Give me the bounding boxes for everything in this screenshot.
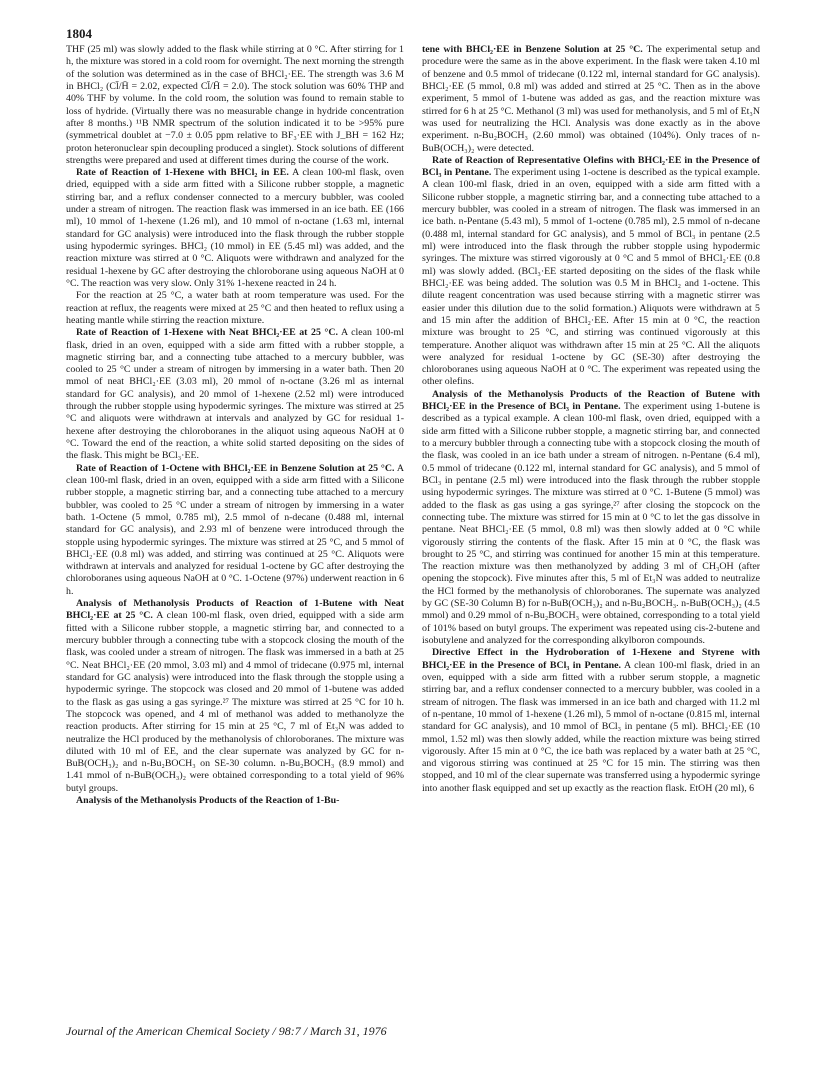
paragraph-text: The experimental setup and procedure were the same as in the above experiment. In the flask were taken 4.10 ml of benzene and 0.5 mmol of tridecane (0.122 ml, internal standard for GC analysis). BHCl₂·EE (5 mmol, 0.8 ml) was added and stirred at 25 °C. Then as in the above experiment, 5 mmol of 1-butene was added as gas, and the reaction mixture was stirred for 6 h at 25 °C. Methanol (3 ml) was used for methanolysis, and 5 ml of Et₃N was used for neutralizing the HCl. Analysis was done exactly as in the above experiment. n-Bu₂BOCH₃ (2.60 mmol) was obtained (104%). Only traces of n-BuB(OCH₃)₂ were detected. xyxy=(422,44,760,154)
paragraph xyxy=(422,155,760,389)
article-body xyxy=(66,44,760,1004)
paragraph-text: The experiment using 1-octene is described as the typical example. A clean 100-ml flask, dried in an oven, equipped with a side arm fitted with a Silicone rubber stopple, a magnetic stirring bar, and a connecting tube attached to a mercury bubbler, was cooled in a stream of nitrogen. The flask was immersed in an ice bath. n-Pentane (5.43 ml), 5 mmol of 1-octene (0.785 ml), 2.5 mmol of n-decane (0.488 ml, internal standard for GC analysis), and 5 mmol of BCl₃ in pentane (2.5 ml) were introduced into the flask through the rubber stopple using hypodermic syringes. The mixture was stirred vigorously at 0 °C and 5 mmol of BHCl₂·EE (0.8 ml) was slowly added. (BCl₃·EE started depositing on the sides of the flask while BHCl₂·EE was being added. The solution was 0.5 M in BHCl₂ and 1-octene. This dilute reagent concentration was used because stirring with a magnetic stirrer was easier under this dilution due to the solid formation.) Aliquots were withdrawn at 5 and 15 min after the addition of BHCl₂·EE. After 15 min at 0 °C, the reaction mixture was brought to 25 °C, and stirring was continued vigorously at this temperature. Another aliquot was withdrawn after 15 min at 25 °C. All the aliquots were analyzed for residual 1-octene by GC (SE-30) after destroying the chloroboranes using aqueous NaOH at 0 °C. The experiment was repeated using the other olefins. xyxy=(422,167,760,388)
paragraph-text: The experiment using 1-butene is described as a typical example. A clean 100-ml flask, oven dried, equipped with a side arm fitted with a Silicone rubber stopple, a magnetic stirring bar, and connected to a mercury bubbler through a connecting tube with a stopcock closing the mouth of the flask, was cooled in an ice bath under a stream of nitrogen. n-Pentane (6.4 ml), 0.5 mmol of tridecane (0.122 ml, internal standard for GC analysis), and 5 mmol of BCl₃ in pentane (2.5 ml) were introduced into the flask through the rubber stopple using hypodermic syringes. The mixture was stirred at 0 °C. 1-Butene (5 mmol) was added to the flask as gas using a gas syringe,²⁷ after closing the stopcock on the connecting tube. The mixture was stirred for 15 min at 0 °C to let the gas dissolve in pentane. Neat BHCl₂·EE (5 mmol, 0.8 ml) was then slowly added at 0 °C while vigorously stirring the contents of the flask. After 15 min at 0 °C, the flask was brought to 25 °C, and stirring was continued for another 15 min at this temperature. The reaction mixture was then methanolyzed by adding 3 ml of CH₃OH (after opening the stopcock). Five minutes after this, 5 ml of Et₃N was added to neutralize the HCl formed by the methanolysis of chloroboranes. The supernate was analyzed by GC (SE-30 Column B) for n-BuB(OCH₃)₂ and n-Bu₂BOCH₃. n-BuB(OCH₃)₂ (4.5 mmol) and 0.29 mmol of n-Bu₂BOCH₃ were obtained, corresponding to a total yield of 101% based on butyl groups. The experiment was repeated using cis-2-butene and isobutylene and analyzed for the corresponding alkylboron compounds. xyxy=(422,401,760,646)
paragraph-heading: Analysis of the Methanolysis Products of the Reaction of 1-Bu- xyxy=(76,795,340,807)
paragraph xyxy=(66,795,404,807)
paragraph-heading: Rate of Reaction of 1-Hexene with Neat BHCl₂·EE at 25 °C. xyxy=(76,327,338,339)
page-number: 1804 xyxy=(66,26,92,41)
paragraph xyxy=(66,167,404,290)
paragraph xyxy=(66,463,404,598)
paragraph-heading: Rate of Reaction of 1-Octene with BHCl₂·EE in Benzene Solution at 25 °C. xyxy=(76,462,395,474)
left-column xyxy=(66,44,404,1004)
paragraph xyxy=(66,290,404,327)
paragraph-text: A clean 100-ml flask, dried in an oven, equipped with a side arm fitted with a rubber stopple, a magnetic stirring bar, and a connecting tube attached to a mercury bubbler, was cooled to 25 °C under a stream of nitrogen by immersing in a water bath. Then 20 mmol of neat BHCl₂·EE (3.03 ml), 20 mmol of n-octane (3.26 ml as internal standard for GC analysis), and 20 mmol of 1-hexene (2.52 ml) were introduced through the rubber stopple using hypodermic syringes. The mixture was stirred at 25 °C and aliquots were withdrawn at intervals and analyzed by GC for residual 1-hexene after destroying the chloroboranes in the aliquot using aqueous NaOH at 0 °C. Toward the end of the reaction, a white solid started depositing on the sides of the flask. This might be BCl₃·EE. xyxy=(66,327,404,462)
paragraph xyxy=(422,647,760,795)
paragraph-text: THF (25 ml) was slowly added to the flask while stirring at 0 °C. After stirring for 1 h, the mixture was stored in a cold room for overnight. The next morning the strength of the solution was determined as in the case of BHCl₂·EE. The strength was 3.6 M in BHCl₂ (Cl̄/H̄ = 2.02, expected Cl̄/H̄ = 2.0). The stock solution was 60% THP and 40% THF by volume. In the cold room, the solution was found to remain stable to loss of hydride. (Virtually there was no measurable change in hydride concentration after 8 months.) ¹¹B NMR spectrum of the solution indicated it to be >95% pure (symmetrical doublet at −7.0 ± 0.05 ppm relative to BF₃·EE with J_BH = 162 Hz; proton heteronuclear spin decoupling produced a singlet). Stock solutions of different strengths were prepared and used at different times during the course of the work. xyxy=(66,44,404,166)
paragraph-heading: Analysis of Methanolysis Products of Reaction of 1-Butene with Neat BHCl₂·EE at 25 °C. xyxy=(66,598,404,622)
paragraph-text: A clean 100-ml flask, oven dried, equipped with a side arm fitted with a Silicone rubber stopple, a magnetic stirring bar, and connected to a mercury bubbler through a connecting tube with a stopcock closing the mouth of the flask, was cooled under a stream of nitrogen. The flask was immersed in a bath at 25 °C. Neat BHCl₂·EE (20 mmol, 3.03 ml) and 4 mmol of tridecane (0.975 ml, internal standard for GC analysis) were introduced into the flask through the stopple using a hypodermic syringe. The stopcock was closed and 20 mmol of 1-butene was added to the flask as gas using a gas syringe.²⁷ The mixture was stirred at 25 °C for 10 h. The stopcock was opened, and 4 ml of methanol was added to methanolyze the reaction products. After stirring for 15 min at 25 °C, 7 ml of Et₃N was added to neutralize the HCl produced by the methanolysis of chloroboranes. The mixture was diluted with 10 ml of EE, and the clear supernate was analyzed by GC for n-BuB(OCH₃)₂ and n-Bu₂BOCH₃ on SE-30 column. n-Bu₂BOCH₃ (8.9 mmol) and 1.41 mmol of n-BuB(OCH₃)₂ were obtained corresponding to a total yield of 96% butyl groups. xyxy=(66,610,404,794)
paragraph-heading: Rate of Reaction of 1-Hexene with BHCl₂ in EE. xyxy=(76,167,289,179)
paragraph-text: A clean 100-ml flask, dried in an oven, equipped with a side arm fitted with a Silicone rubber stopple, a magnetic stirring bar, and a connecting tube attached to a mercury bubbler, was cooled to 25 °C under a stream of nitrogen by immersing in a water bath. 1-Octene (5 mmol, 0.785 ml), 2.5 mmol of n-decane (0.488 ml, internal standard for GC analysis), and 2.93 ml of benzene were introduced through the stopple using hypodermic syringes. The mixture was stirred at 25 °C, and 5 mmol of BHCl₂·EE (0.8 ml) was added, and stirring was continued at 25 °C. Aliquots were withdrawn at intervals and analyzed for residual 1-octene by GC after destroying the chloroboranes using aqueous NaOH at 0 °C. 1-Octene (97%) underwent reaction in 6 h. xyxy=(66,462,404,597)
paragraph-heading: tene with BHCl₂·EE in Benzene Solution at 25 °C. xyxy=(422,44,643,55)
journal-footer: Journal of the American Chemical Society / 98:7 / March 31, 1976 xyxy=(66,1024,387,1038)
paragraph-text: A clean 100-ml flask, oven dried, equipped with a side arm fitted with a Silicone rubber stopple, a magnetic stirring bar, and a reflux condenser connected to a mercury bubbler, was cooled under a stream of nitrogen. The reaction flask was immersed in an ice bath. EE (166 ml), 10 mmol of 1-hexene (1.26 ml), and 10 mmol of n-octane (1.63 ml, internal standard for GC analysis) were introduced into the flask through the rubber stopple using hypodermic syringes. BHCl₂ (10 mmol) in EE (5.45 ml) was added, and the reaction mixture was stirred at 0 °C. Aliquots were withdrawn and analyzed for the residual 1-hexene by GC after destroying the chloroborane using aqueous NaOH at 0 °C. The reaction was very slow. Only 31% 1-hexene reacted in 24 h. xyxy=(66,167,404,289)
paragraph xyxy=(422,44,760,155)
right-column xyxy=(422,44,760,1004)
paragraph xyxy=(66,598,404,795)
paragraph xyxy=(66,44,404,167)
paragraph-heading: Rate of Reaction of Representative Olefins with BHCl₂·EE in the Presence of BCl₃ in Pentane. xyxy=(422,154,760,179)
paragraph-heading: Directive Effect in the Hydroboration of 1-Hexene and Styrene with BHCl₂·EE in the Presence of BCl₃ in Pentane. xyxy=(422,647,760,671)
paragraph-text: A clean 100-ml flask, dried in an oven, equipped with a side arm fitted with a rubber serum stopple, a magnetic stirring bar, and a reflux condenser connected to a mercury bubbler, was cooled in a stream of nitrogen. The flask was immersed in an ice bath and charged with 11.2 ml of n-pentane, 10 mmol of 1-hexene (1.26 ml), 5 mmol of n-octane (0.815 ml, internal standard for GC analysis), and 10 mmol of BCl₃ in pentane (5 ml). BHCl₂·EE (10 mmol, 1.52 ml) was then slowly added, while the reaction mixture was being stirred vigorously. After 15 min at 0 °C, the ice bath was replaced by a water bath at 25 °C, and vigorous stirring was continued at 25 °C for 15 min. The stirring was then stopped, and 10 ml of the clear supernate was transferred using a hypodermic syringe into another flask equipped and set up exactly as the reaction flask. EtOH (20 ml), 6 xyxy=(422,659,760,794)
paragraph xyxy=(66,327,404,462)
paragraph xyxy=(422,389,760,648)
paragraph-text: For the reaction at 25 °C, a water bath at room temperature was used. For the reaction at reflux, the reagents were mixed at 25 °C and then heated to reflux using a heating mantle while stirring the reaction mixture. xyxy=(66,290,404,326)
paragraph-heading: Analysis of the Methanolysis Products of the Reaction of Butene with BHCl₂·EE in the Presence of BCl₃ in Pentane. xyxy=(422,388,760,413)
